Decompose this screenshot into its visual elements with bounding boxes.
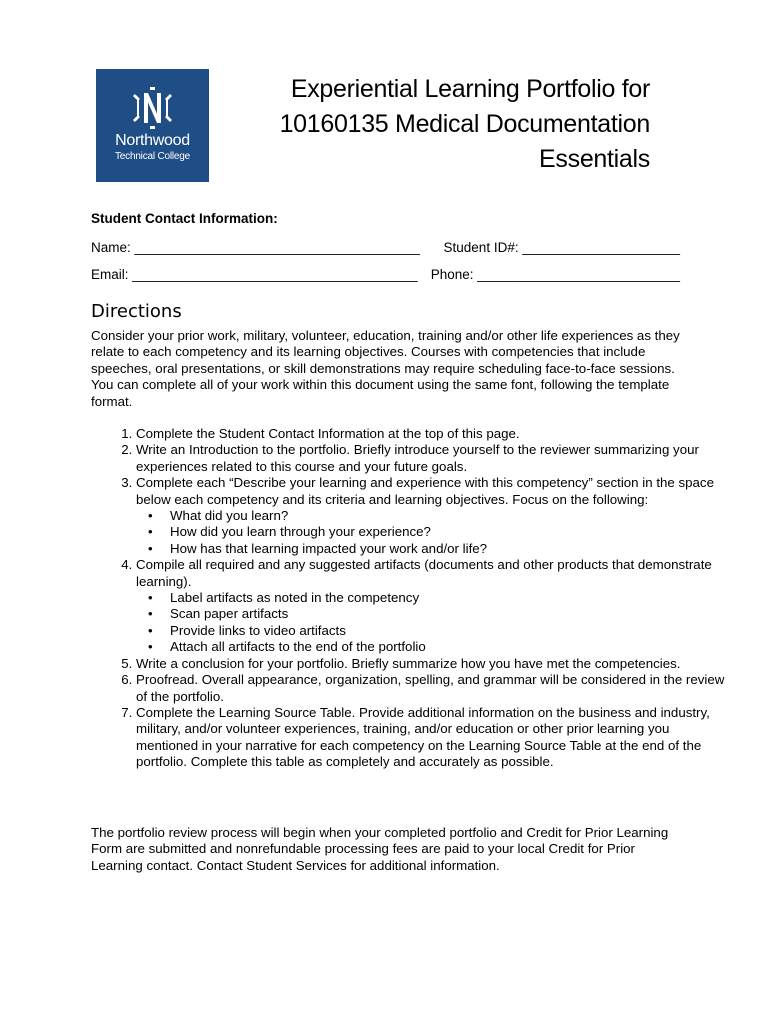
step-item	[136, 656, 726, 672]
bullet-item: • How did you learn through your experience?	[170, 524, 726, 540]
step-bullets	[136, 590, 726, 656]
directions-closing: The portfolio review process will begin when your completed portfolio and Credit for Prior Learning Form are submitted and nonrefundable processing fees are paid to your local Credit for Prior Learning contact. Contact Student Services for additional information.	[91, 825, 669, 873]
step-item	[136, 426, 726, 442]
step-text: Write an Introduction to the portfolio. Briefly introduce yourself to the reviewer summarizing your experiences related to this course and your future goals.	[136, 442, 699, 474]
step-item	[136, 672, 726, 705]
name-field[interactable]: Name: ______________________________________	[91, 240, 420, 255]
email-field[interactable]: Email: ______________________________________	[91, 267, 418, 282]
step-item	[136, 557, 726, 655]
bullet-item: • Attach all artifacts to the end of the portfolio	[170, 639, 726, 655]
step-text: Complete the Learning Source Table. Provide additional information on the business and industry, military, and/or volunteer experiences, training, and/or education or other prior learning you mentioned in your narrative for each competency on the Learning Source Table at the end of the portfolio. Complete this table as completely and accurately as possible.	[136, 704, 710, 770]
step-bullets	[136, 508, 726, 557]
title-line-2: 10160135 Medical Documentation	[279, 110, 650, 138]
northwood-logo	[96, 69, 209, 182]
document-title	[280, 72, 650, 177]
step-item	[136, 475, 726, 557]
contact-line-name	[91, 240, 680, 255]
bullet-item: • What did you learn?	[170, 508, 726, 524]
bullet-item: • Label artifacts as noted in the competency	[170, 590, 726, 606]
contact-line-email	[91, 267, 680, 282]
title-line-3: Essentials	[539, 145, 650, 173]
title-line-1: Experiential Learning Portfolio for	[290, 75, 650, 103]
step-text: Complete each “Describe your learning and experience with this competency” section in the space below each competency and its criteria and learning objectives. Focus on the following:	[136, 475, 714, 507]
logo-name: Northwood	[115, 132, 190, 149]
bullet-item: • Scan paper artifacts	[170, 606, 726, 622]
contact-heading: Student Contact Information:	[91, 211, 278, 226]
bullet-item: • How has that learning impacted your work and/or life?	[170, 541, 726, 557]
step-item	[136, 442, 726, 475]
logo-subtitle: Technical College	[115, 151, 190, 162]
northwood-emblem-icon	[96, 69, 209, 182]
student-id-field[interactable]: Student ID#: _____________________	[443, 240, 680, 255]
directions-heading: Directions	[91, 301, 182, 322]
step-item	[136, 705, 726, 771]
step-text: Complete the Student Contact Information at the top of this page.	[136, 426, 520, 441]
directions-intro: Consider your prior work, military, volunteer, education, training and/or other life experiences as they relate to each competency and its learning objectives. Courses with competencies that include speeches, oral presentations, or skill demonstrations may require scheduling face-to-face sessions. You can complete all of your work within this document using the same font, following the template format.	[91, 328, 680, 409]
step-text: Write a conclusion for your portfolio. Briefly summarize how you have met the competencies.	[136, 655, 681, 671]
phone-field[interactable]: Phone: ___________________________	[430, 267, 680, 282]
step-text: Compile all required and any suggested artifacts (documents and other products that demonstrate learning).	[136, 557, 712, 589]
step-text: Proofread. Overall appearance, organization, spelling, and grammar will be considered in the review of the portfolio.	[136, 672, 725, 704]
bullet-item: • Provide links to video artifacts	[170, 623, 726, 639]
directions-steps	[91, 426, 726, 771]
